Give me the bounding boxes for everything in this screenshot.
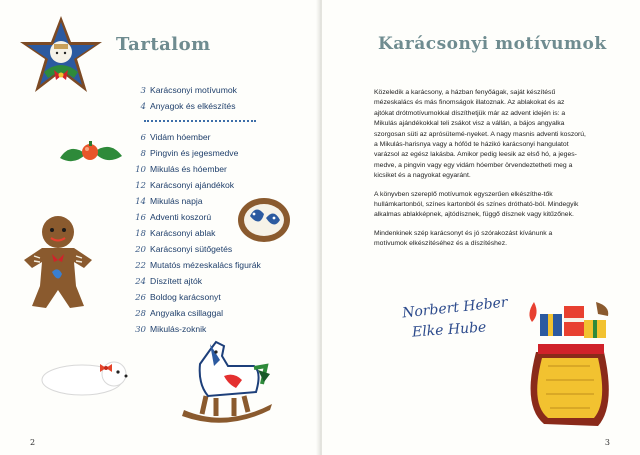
- page-title: Karácsonyi motívumok: [378, 34, 607, 54]
- paragraph: Mindenkinek szép karácsonyt és jó szórakozást kívánunk a motívumok elkészítéséhez és a díszítéshez.: [374, 229, 553, 248]
- toc-title: Díszített ajtók: [150, 276, 203, 286]
- toc-page-number: 24: [135, 277, 146, 287]
- polar-bear-illustration: [38, 352, 134, 398]
- toc-row[interactable]: [134, 292, 304, 308]
- signature-author-1: Norbert Heber: [401, 294, 509, 322]
- toc-title: Mikulás-zoknik: [150, 324, 207, 334]
- toc-row[interactable]: [134, 132, 304, 148]
- toc-title: Karácsonyi ablak: [150, 228, 216, 238]
- toc-page-number: 3: [140, 86, 146, 96]
- toc-title: Mutatós mézeskalács figurák: [150, 260, 261, 270]
- toc-page-number: 18: [135, 229, 146, 239]
- toc-title: Vidám hóember: [150, 132, 211, 142]
- toc-page-number: 16: [135, 213, 146, 223]
- toc-page-number: 30: [135, 325, 146, 335]
- toc-page-number: 20: [135, 245, 146, 255]
- page-number: 2: [30, 438, 36, 447]
- holly-illustration: [56, 136, 126, 172]
- toc-page-number: 26: [135, 293, 146, 303]
- paragraph: A könyvben szereplő motívumok egyszerűen elkészíthe-tők hullámkartonból, színes kartonból és színes drótható-ból. Mindegyik alkalmas ablakképnek, ajtódísznek, függő dísznek vagy kitűzőnek.: [374, 190, 579, 219]
- paragraph: Közeledik a karácsony, a házban fenyőágak, saját készítésű mézeskalács és más finomságok illatoznak. Az ablakokat és az ajtókat drótmotívumokkal díszíthetjük már az advent idején is: a Mikulás ajándékokkal teli zsákot visz a vállán, a bájos angyalka szorgosan süti az aprósütemé-nyeket. A nagy masnis adventi koszorú, a Mikulás-harisnya vagy a hóföd te házikó karácsonyi hangulatot varázsol az egész lakásba. Amikor pedig leesik az első hó, a jeges-medve, a pingvin vagy egy vidám hóember örvendeztetheti meg a kicsiket és a nagyokat egyaránt.: [374, 89, 586, 180]
- toc-title: Adventi koszorú: [150, 212, 212, 222]
- dotted-divider: [144, 120, 256, 123]
- toc-row[interactable]: [134, 148, 304, 164]
- toc-page-number: 8: [140, 149, 146, 159]
- toc-title: Karácsonyi sütőgetés: [150, 244, 233, 254]
- toc-page-number: 10: [135, 165, 146, 175]
- toc-row[interactable]: [134, 260, 304, 276]
- signature-author-2: Elke Hube: [411, 319, 487, 341]
- page-number: 3: [604, 438, 610, 447]
- toc-row[interactable]: [134, 276, 304, 292]
- gift-sack-illustration: [518, 296, 618, 430]
- toc-title: Angyalka csillaggal: [150, 308, 224, 318]
- toc-page-number: 6: [140, 133, 146, 143]
- toc-title: Boldog karácsonyt: [150, 292, 221, 302]
- toc-row[interactable]: [134, 164, 304, 180]
- toc-title: Karácsonyi ajándékok: [150, 180, 235, 190]
- blue-ornament-illustration: [236, 194, 292, 246]
- toc-row[interactable]: [134, 244, 304, 260]
- toc-page-number: 22: [135, 261, 146, 271]
- toc-page-number: 14: [135, 197, 146, 207]
- right-page: [322, 0, 640, 455]
- toc-title: Karácsonyi motívumok: [150, 85, 237, 95]
- toc-title: Mikulás és hóember: [150, 164, 227, 174]
- toc-page-number: 12: [135, 181, 146, 191]
- toc-title: Pingvin és jegesmedve: [150, 148, 239, 158]
- gingerbread-man-illustration: [22, 214, 94, 310]
- toc-title: Mikulás napja: [150, 196, 203, 206]
- page-title: Tartalom: [116, 34, 211, 55]
- toc-page-number: 4: [140, 102, 146, 112]
- toc-row[interactable]: [134, 85, 304, 101]
- toc-title: Anyagok és elkészítés: [150, 101, 236, 111]
- intro-text: [374, 88, 586, 258]
- toc-page-number: 28: [135, 309, 146, 319]
- toc-row[interactable]: [134, 308, 304, 324]
- angel-star-illustration: [18, 14, 104, 96]
- toc-row[interactable]: [134, 101, 304, 117]
- rocking-horse-illustration: [176, 336, 276, 428]
